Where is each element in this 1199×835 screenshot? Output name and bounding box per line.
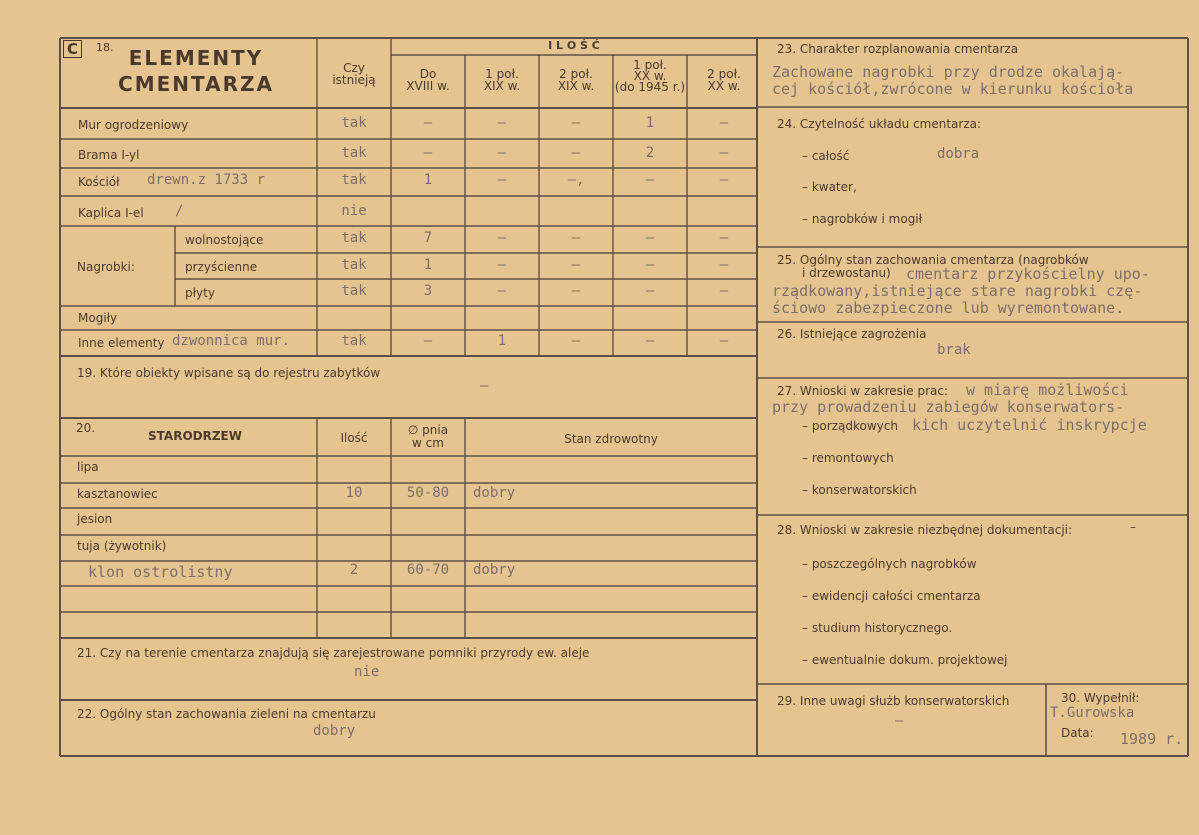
question-23-answer-line2: cej kościół,zwrócone w kierunku kościoła xyxy=(772,80,1134,98)
section-number: 18. xyxy=(96,41,114,54)
date-label: Data: xyxy=(1061,726,1094,740)
question-23-label: 23. Charakter rozplanowania cmentarza xyxy=(777,42,1019,56)
question-27-item: – konserwatorskich xyxy=(802,483,917,497)
element-count: – xyxy=(645,257,655,273)
element-count: – xyxy=(497,257,507,273)
question-24-item: – całość xyxy=(802,149,850,163)
question-27-label: 27. Wnioski w zakresie prac: xyxy=(777,384,949,398)
question-28-item: – ewentualnie dokum. projektowej xyxy=(802,653,1008,667)
question-20-number: 20. xyxy=(76,421,96,435)
filled-by-name: T.Gurowska xyxy=(1050,705,1135,721)
tree-count: 2 xyxy=(349,562,359,578)
question-23-answer-line1: Zachowane nagrobki przy drodze okalają- xyxy=(772,63,1125,81)
element-count: – xyxy=(571,145,581,161)
question-24-label: 24. Czytelność układu cmentarza: xyxy=(777,117,982,131)
question-30-label: 30. Wypełnił: xyxy=(1061,691,1140,705)
question-26-answer: brak xyxy=(937,342,971,358)
question-24-item: – kwater, xyxy=(802,180,857,194)
tree-name: kasztanowiec xyxy=(77,487,158,501)
question-29-answer: – xyxy=(895,713,904,729)
element-count: – xyxy=(645,172,655,188)
question-27-answer-line2: przy prowadzeniu zabiegów konserwators- xyxy=(772,398,1125,416)
element-exists: tak xyxy=(341,172,367,188)
tree-name-typed: klon ostrolistny xyxy=(88,563,233,581)
element-count: – xyxy=(423,115,433,131)
element-count: – xyxy=(719,283,729,299)
question-25-label-line2: i drzewostanu) xyxy=(802,266,891,280)
element-count: – xyxy=(719,115,729,131)
tree-diameter: 60-70 xyxy=(406,562,450,578)
column-header-count: Ilość xyxy=(340,431,368,445)
element-exists: tak xyxy=(341,283,367,299)
question-28-item: – studium historycznego. xyxy=(802,621,953,635)
element-exists: nie xyxy=(341,203,367,219)
element-count: – xyxy=(719,257,729,273)
question-22-answer: dobry xyxy=(313,723,356,739)
element-count: – xyxy=(719,172,729,188)
element-count: – xyxy=(571,283,581,299)
element-row-label: Inne elementy xyxy=(78,336,165,350)
column-header-ilosc: I L O Ś Ć xyxy=(548,39,600,52)
element-count: 2 xyxy=(645,145,655,161)
question-21-answer: nie xyxy=(354,664,380,680)
element-row-label: płyty xyxy=(185,286,215,300)
question-24-item: – nagrobków i mogił xyxy=(802,212,923,226)
column-header-diameter: ∅ pnia w cm xyxy=(407,423,449,450)
question-25-answer-line3: ściowo zabezpieczone lub wyremontowane. xyxy=(772,299,1125,317)
element-count: 3 xyxy=(423,283,433,299)
table-title: ELEMENTY xyxy=(128,46,264,70)
question-28-item: – poszczególnych nagrobków xyxy=(802,557,977,571)
element-count: – xyxy=(571,230,581,246)
element-row-label: Kościół xyxy=(78,175,120,189)
question-19-answer: – xyxy=(480,378,489,394)
tree-name: lipa xyxy=(77,460,99,474)
nagrobki-label: Nagrobki: xyxy=(77,260,135,274)
tree-name: jesion xyxy=(77,512,113,526)
element-count: – xyxy=(497,230,507,246)
element-count: – xyxy=(719,145,729,161)
element-count: – xyxy=(571,115,581,131)
column-header-period: 2 poł. XX w. xyxy=(707,67,741,93)
element-row-typed: dzwonnica mur. xyxy=(172,333,291,349)
date-value: 1989 r. xyxy=(1120,730,1184,748)
element-count: – xyxy=(497,283,507,299)
question-27-item: – remontowych xyxy=(802,451,894,465)
table-title-line2: CMENTARZA xyxy=(118,72,274,96)
tree-condition: dobry xyxy=(473,485,516,501)
element-count: – xyxy=(645,230,655,246)
question-27-answer-line1: w miarę możliwości xyxy=(966,381,1129,399)
question-25-answer-line1: cmentarz przykościelny upo- xyxy=(906,265,1150,283)
tree-count: 10 xyxy=(345,485,363,501)
element-count: 1 xyxy=(423,257,433,273)
column-header-exists: Czy istnieją xyxy=(332,61,376,87)
element-count: – xyxy=(645,333,655,349)
element-count: 1 xyxy=(645,115,655,131)
question-25-label-line1: 25. Ogólny stan zachowania cmentarza (nagrobków xyxy=(777,253,1089,267)
element-count: – xyxy=(571,257,581,273)
corner-mark: C xyxy=(63,40,82,58)
element-exists: tak xyxy=(341,333,367,349)
question-22-label: 22. Ogólny stan zachowania zieleni na cmentarzu xyxy=(77,707,376,721)
element-count: 1 xyxy=(423,172,433,188)
element-row-label: przyścienne xyxy=(185,260,258,274)
element-count: – xyxy=(423,145,433,161)
element-count: – xyxy=(719,333,729,349)
element-row-label: Brama I-yl xyxy=(78,148,140,162)
element-count: 1 xyxy=(497,333,507,349)
element-count: – xyxy=(497,172,507,188)
element-row-typed: drewn.z 1733 r xyxy=(147,172,266,188)
question-28-label: 28. Wnioski w zakresie niezbędnej dokumentacji: xyxy=(777,523,1073,537)
element-count: 7 xyxy=(423,230,433,246)
element-count: – xyxy=(571,333,581,349)
element-row-label: Kaplica I-el xyxy=(78,206,144,220)
element-count: – xyxy=(423,333,433,349)
tree-name: tuja (żywotnik) xyxy=(77,539,167,553)
question-28-dash: – xyxy=(1130,520,1136,534)
question-29-label: 29. Inne uwagi służb konserwatorskich xyxy=(777,694,1010,708)
column-header-period: 1 poł. XIX w. xyxy=(483,67,521,93)
tree-diameter: 50-80 xyxy=(406,485,450,501)
element-row-label: Mogiły xyxy=(78,311,118,325)
question-28-item: – ewidencji całości cmentarza xyxy=(802,589,981,603)
column-header-condition: Stan zdrowotny xyxy=(564,432,658,446)
element-count: – xyxy=(645,283,655,299)
starodrzew-title: STARODRZEW xyxy=(148,429,242,443)
question-25-answer-line2: rządkowany,istniejące stare nagrobki czę- xyxy=(772,282,1143,300)
tree-condition: dobry xyxy=(473,562,516,578)
element-exists: tak xyxy=(341,115,367,131)
column-header-period: 2 poł. XIX w. xyxy=(557,67,595,93)
element-exists: tak xyxy=(341,257,367,273)
element-exists: tak xyxy=(341,230,367,246)
column-header-period: 1 poł. XX w. (do 1945 r.) xyxy=(614,58,686,94)
question-24-answer: dobra xyxy=(937,146,980,162)
column-header-period: Do XVIII w. xyxy=(406,67,450,93)
element-row-typed: / xyxy=(175,203,184,219)
question-21-label: 21. Czy na terenie cmentarza znajdują się zarejestrowane pomniki przyrody ew. aleje xyxy=(77,646,590,660)
question-26-label: 26. Istniejące zagrożenia xyxy=(777,327,927,341)
question-27-answer-line3: kich uczytelnić inskrypcje xyxy=(912,416,1147,434)
question-27-item: – porządkowych xyxy=(802,419,898,433)
element-row-label: Mur ogrodzeniowy xyxy=(78,118,189,132)
element-row-label: wolnostojące xyxy=(185,233,264,247)
element-count: –, xyxy=(567,172,585,188)
element-exists: tak xyxy=(341,145,367,161)
element-count: – xyxy=(497,145,507,161)
question-19-label: 19. Które obiekty wpisane są do rejestru zabytków xyxy=(77,366,381,380)
element-count: – xyxy=(719,230,729,246)
element-count: – xyxy=(497,115,507,131)
